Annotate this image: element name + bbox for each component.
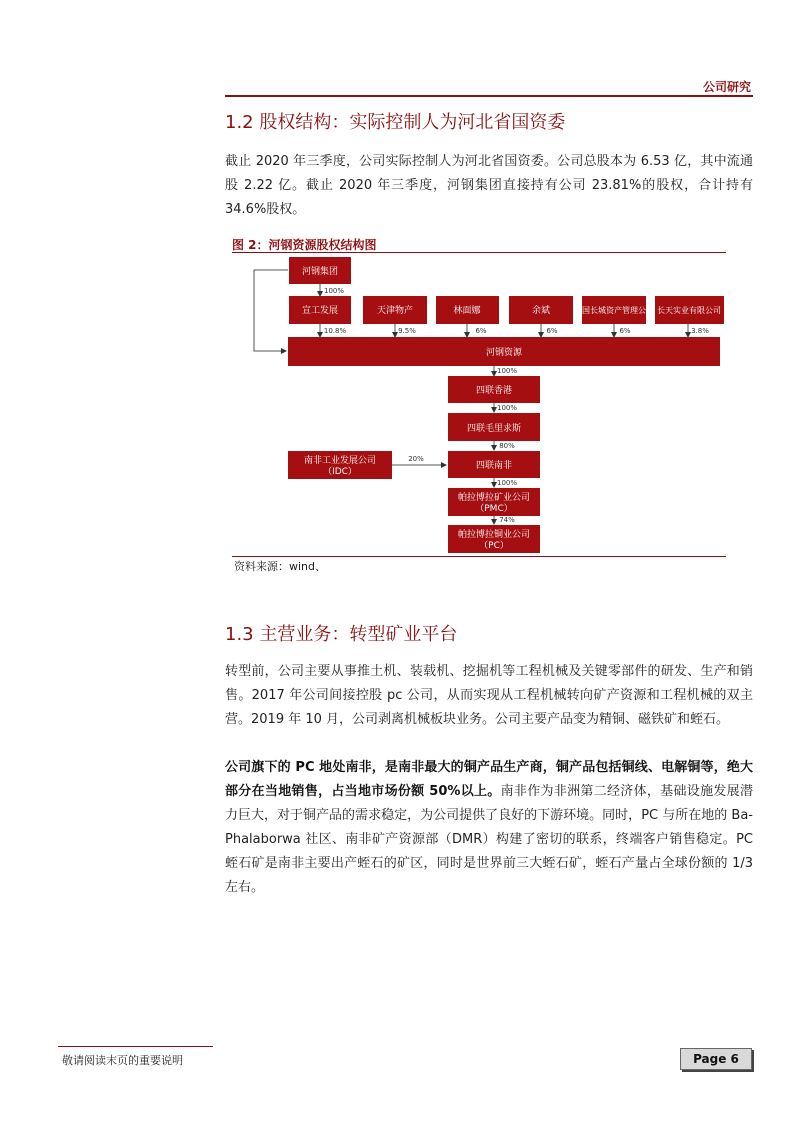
edge-label-yucheng: 6%	[546, 327, 558, 335]
section-heading-equity: 1.2 股权结构：实际控制人为河北省国资委	[225, 112, 566, 133]
edge-label-hk-mauritius: 100%	[496, 404, 518, 412]
footer-disclaimer: 敬请阅读末页的重要说明	[62, 1054, 183, 1067]
node-silian-sa-label: 四联南非	[475, 461, 513, 471]
edge-label-resource-hk: 100%	[496, 367, 518, 375]
edge-label-group-xuangong: 100%	[323, 287, 345, 295]
edge-label-mauritius-sa: 80%	[499, 442, 515, 450]
node-pmc-label-1: 帕拉博拉矿业公司	[457, 493, 531, 503]
node-tianjin-label: 天津物产	[376, 306, 414, 316]
edge-label-changtian: 3.8%	[691, 327, 709, 335]
node-yucheng-label: 余斌	[531, 306, 551, 316]
edge-label-linmianna: 6%	[475, 327, 487, 335]
section-paragraph-equity: 截止 2020 年三季度，公司实际控制人为河北省国资委。公司总股本为 6.53 亿，其中流通股 2.22 亿。截止 2020 年三季度，河钢集团直接持有公司 23.81%的股权，合计持有 34.6%股权。	[225, 154, 753, 217]
node-xuangong-label: 宣工发展	[301, 306, 339, 316]
header-label: 公司研究	[702, 80, 751, 94]
edge-label-sa-pmc: 100%	[496, 479, 518, 487]
node-changtian-label: 长天实业有限公司	[657, 306, 721, 315]
node-linmianna-label: 林面娜	[453, 306, 481, 316]
edge-label-xuangong: 10.8%	[323, 327, 347, 335]
node-great-wall-label: 中国长城资产管理公司	[574, 306, 654, 315]
paragraph-emphasis: 公司旗下的 PC 地处南非，是南非最大的铜产品生产商，铜产品包括铜线、电解铜等，绝大部分在当地销售，占当地市场份额 50%以上。	[225, 760, 753, 799]
figure-bottom-rule	[232, 556, 726, 557]
edge-label-pmc-pc: 74%	[499, 516, 515, 524]
footer-divider	[58, 1046, 213, 1047]
node-silian-mauritius-label: 四联毛里求斯	[466, 424, 522, 434]
edge-label-great-wall: 6%	[619, 327, 631, 335]
paragraph-rest: 南非作为非洲第二经济体，基础设施发展潜力巨大，对于铜产品的需求稳定，为公司提供了良好的下游环境。同时，PC 与所在地的 Ba-Phalaborwa 社区、南非矿产资源部（DMR）构建了密切的联系，终端客户销售稳定。PC 蛭石矿是南非主要出产蛭石的矿区，同时是世界前三大蛭石矿，蛭石产量占全球份额的 1/3 左右。	[225, 784, 753, 895]
section-paragraph-business-1: 转型前，公司主要从事推土机、装载机、挖掘机等工程机械及关键零部件的研发、生产和销售。2017 年公司间接控股 pc 公司，从而实现从工程机械转向矿产资源和工程机械的双主营。2019 年 10 月，公司剥离机械板块业务。公司主要产品变为精铜、磁铁矿和蛭石。	[225, 664, 753, 727]
edge-label-tianjin: 9.5%	[398, 327, 416, 335]
figure-source: 资料来源：wind、	[234, 560, 327, 573]
figure-title: 图 2：河钢资源股权结构图	[232, 238, 377, 252]
node-idc-label-1: 南非工业发展公司	[303, 456, 377, 466]
node-pc-label-1: 帕拉博拉铜业公司	[457, 530, 531, 540]
node-silian-hk-label: 四联香港	[475, 386, 513, 396]
node-hegang-group-label: 河钢集团	[301, 267, 339, 277]
node-pc-label-2: （PC）	[479, 541, 509, 551]
node-hegang-resource-label: 河钢资源	[485, 348, 523, 358]
node-pmc-label-2: （PMC）	[475, 504, 513, 514]
node-idc-label-2: （IDC）	[323, 467, 357, 477]
edge-label-idc-sa: 20%	[408, 455, 424, 463]
page-number: Page 6	[680, 1048, 752, 1070]
section-paragraph-business-2	[225, 756, 753, 900]
section-heading-business: 1.3 主营业务：转型矿业平台	[225, 624, 458, 645]
